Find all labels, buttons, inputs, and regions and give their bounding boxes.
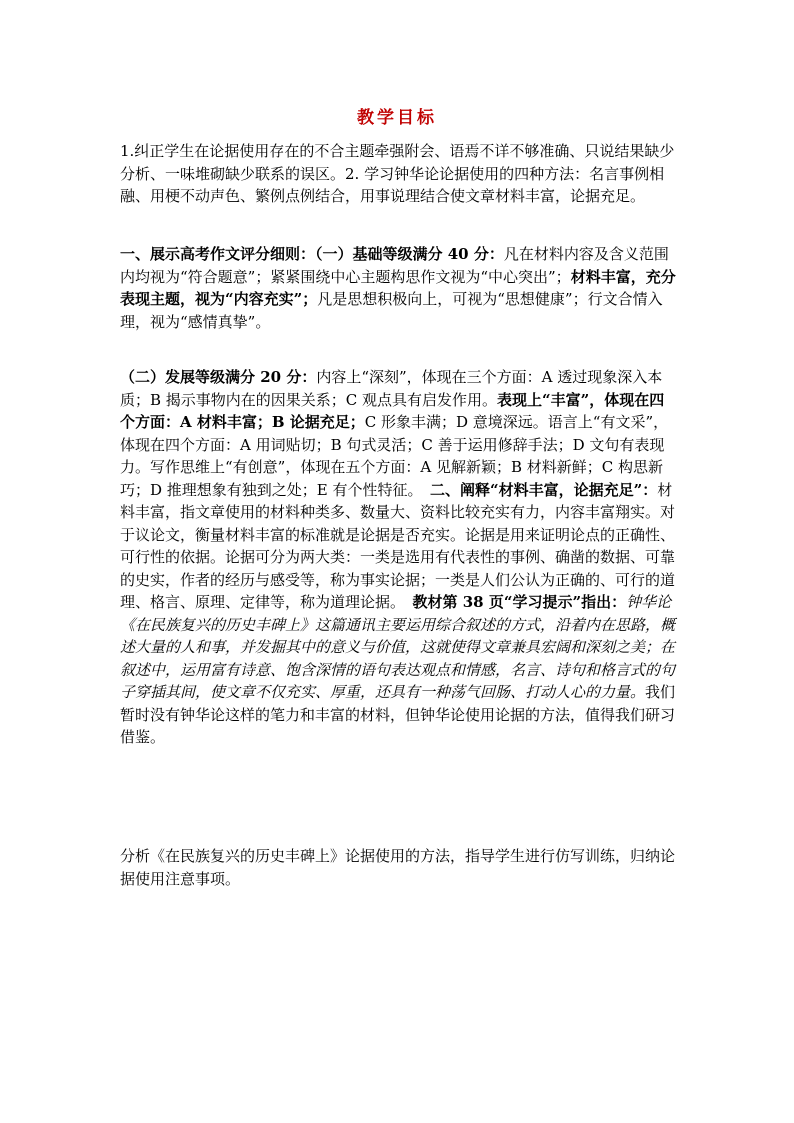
development-level-heading: （二）发展等级满分 20 分： [120,368,317,386]
development-more-text: C 形象丰满；D 意境深远。语言上“有文采”，体现在四个方面：A 用词贴切；B 句式灵活；C 善于运用修辞手法；D 文句有表现力。写作思维上“有创意”，体现在五个方面：A 见解新颖；B 材料新鲜；C 构思新巧；D 推理想象有独到之处；E 有个性特征。 [120,413,669,499]
objective-paragraph: 1.纠正学生在论据使用存在的不合主题牵强附会、语焉不详不够准确、只说结果缺少分析、一味堆砌缺少联系的误区。2. 学习钟华论论据使用的四种方法：名言事例相融、用梗不动声色、繁例点例结合，用事说理结合使文章材料丰富，论据充足。 [120,142,675,205]
richness-text: 表现上“丰富”，体现在四个方面：A 材料丰富；B 论据充足； [120,390,665,431]
content-rich-text: 材料丰富，充分表现主题，视为“内容充实”； [120,267,676,308]
scoring-basic-paragraph [120,243,676,333]
development-depth-text: 内容上“深刻”，体现在三个方面：A 透过现象深入本质；B 揭示事物内在的因果关系；C 观点具有启发作用。 [120,368,663,409]
conclusion-text: 我们暂时没有钟华论这样的笔力和丰富的材料，但钟华论使用论据的方法，值得我们研习借鉴。 [120,683,676,746]
section-two-heading: 二、阐释“材料丰富，论据充足”： [430,480,658,499]
basic-level-text: 凡在材料内容及含义范围内均视为“符合题意”；紧紧围绕中心主题构思作文视为“中心突出”； [120,245,669,286]
page-title: 教学目标 [357,108,437,128]
task-paragraph: 分析《在民族复兴的历史丰碑上》论据使用的方法，指导学生进行仿写训练，归纳论据使用注意事项。 [120,847,676,888]
textbook-quote: 钟华论《在民族复兴的历史丰碑上》这篇通讯主要运用综合叙述的方式，沿着内在思路，概述大量的人和事，并发掘其中的意义与价值，这就使得文章兼具宏阔和深刻之美；在叙述中，运用富有诗意、饱含深情的语句表达观点和情感，名言、诗句和格言式的句子穿插其间，使文章不仅充实、厚重，还具有一种荡气回肠、打动人心的力量。 [120,593,676,701]
material-explanation-text: 材料丰富，指文章使用的材料种类多、数量大、资料比较充实有力，内容丰富翔实。对于议论文，衡量材料丰富的标准就是论据是否充实。论据是用来证明论点的正确性、可行性的依据。论据可分为两大类：一类是选用有代表性的事例、确凿的数据、可靠的史实，作者的经历与感受等，称为事实论据；一类是人们公认为正确的、可行的道理、格言、原理、定律等，称为道理论据。 [120,480,676,611]
scoring-development-paragraph [120,366,676,749]
basic-level-heading: 一、展示高考作文评分细则：（一）基础等级满分 40 分： [120,245,504,263]
textbook-hint-heading: 教材第 38 页“学习提示”指出： [412,593,627,611]
basic-level-text-2: 凡是思想积极向上，可视为“思想健康”；行文合情入理，视为“感情真挚”。 [120,290,663,331]
